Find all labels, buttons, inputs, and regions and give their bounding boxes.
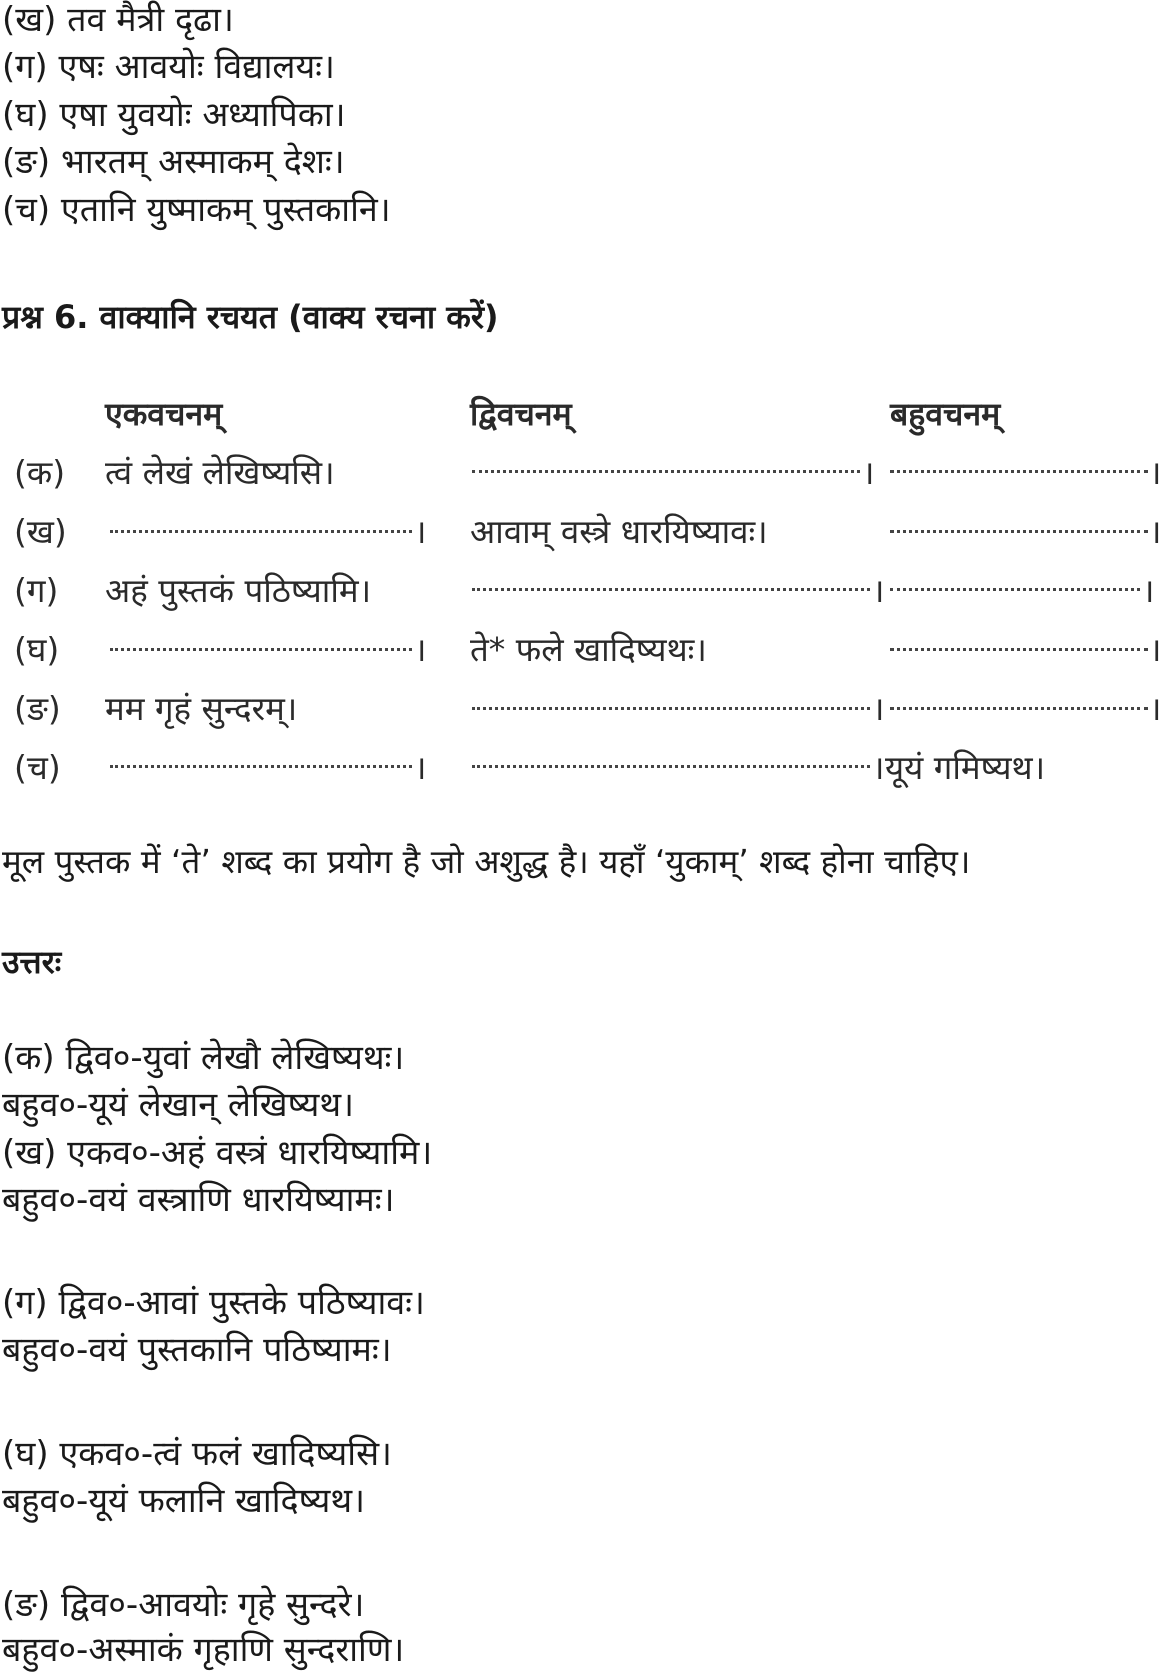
header-bahuvachanam: बहुवचनम् xyxy=(890,395,1001,433)
blank-dots xyxy=(110,648,412,651)
danda-mark: । xyxy=(1142,571,1155,610)
blank-dots xyxy=(890,530,1148,533)
blank-dots xyxy=(472,470,860,473)
row-marker: (क) xyxy=(14,453,66,492)
answer-line: बहुव०-यूयं फलानि खादिष्यथ। xyxy=(2,1481,366,1521)
blank-dots xyxy=(472,707,870,710)
answer-line: बहुव०-वयं वस्त्राणि धारयिष्यामः। xyxy=(2,1180,395,1220)
answer-heading: उत्तरः xyxy=(2,943,62,981)
text-line: (च) एतानि युष्माकम् पुस्तकानि। xyxy=(2,190,391,230)
header-ekavachanam: एकवचनम् xyxy=(105,395,223,433)
answer-line: बहुव०-अस्माकं गृहाणि सुन्दराणि। xyxy=(2,1630,405,1670)
answer-line: (ग) द्विव०-आवां पुस्तके पठिष्यावः। xyxy=(2,1283,425,1323)
danda-mark: । xyxy=(872,689,885,728)
danda-mark: । xyxy=(1149,630,1162,669)
danda-mark: । xyxy=(414,748,427,787)
answer-line: बहुव०-यूयं लेखान् लेखिष्यथ। xyxy=(2,1085,354,1125)
danda-mark: । xyxy=(872,571,885,610)
danda-mark: । xyxy=(1149,689,1162,728)
table-cell: आवाम् वस्त्रे धारयिष्यावः। xyxy=(470,512,768,551)
blank-dots xyxy=(110,765,412,768)
answer-line: बहुव०-वयं पुस्तकानि पठिष्यामः। xyxy=(2,1330,392,1370)
table-cell: मम गृहं सुन्दरम्। xyxy=(105,689,298,728)
danda-mark: । xyxy=(1149,512,1162,551)
blank-dots xyxy=(890,707,1148,710)
row-marker: (ख) xyxy=(14,512,67,551)
row-marker: (ङ) xyxy=(14,689,61,728)
question-heading: प्रश्न 6. वाक्यानि रचयत (वाक्य रचना करें) xyxy=(2,298,499,336)
table-cell: अहं पुस्तकं पठिष्यामि। xyxy=(105,571,372,610)
blank-dots xyxy=(890,588,1140,591)
table-cell: यूयं गमिष्यथ। xyxy=(885,748,1046,787)
answer-line: (ख) एकव०-अहं वस्त्रं धारयिष्यामि। xyxy=(2,1133,433,1173)
danda-mark: । xyxy=(872,748,885,787)
danda-mark: । xyxy=(414,512,427,551)
danda-mark: । xyxy=(1149,453,1162,492)
table-cell: त्वं लेखं लेखिष्यसि। xyxy=(105,453,335,492)
footnote: मूल पुस्तक में ‘ते’ शब्द का प्रयोग है जो अशुद्ध है। यहाँ ‘युकाम्’ शब्द होना चाहिए। xyxy=(2,842,971,881)
answer-line: (क) द्विव०-युवां लेखौ लेखिष्यथः। xyxy=(2,1038,405,1078)
text-line: (ख) तव मैत्री दृढा। xyxy=(2,0,234,40)
blank-dots xyxy=(890,470,1148,473)
blank-dots xyxy=(472,765,870,768)
header-dvivachanam: द्विवचनम् xyxy=(470,395,572,433)
text-line: (घ) एषा युवयोः अध्यापिका। xyxy=(2,95,346,135)
answer-line: (ङ) द्विव०-आवयोः गृहे सुन्दरे। xyxy=(2,1585,365,1625)
blank-dots xyxy=(472,588,870,591)
danda-mark: । xyxy=(414,630,427,669)
table-cell: ते* फले खादिष्यथः। xyxy=(470,630,707,669)
blank-dots xyxy=(110,530,412,533)
row-marker: (ग) xyxy=(14,571,59,610)
text-line: (ङ) भारतम् अस्माकम् देशः। xyxy=(2,142,345,182)
danda-mark: । xyxy=(862,453,875,492)
row-marker: (च) xyxy=(14,748,61,787)
answer-line: (घ) एकव०-त्वं फलं खादिष्यसि। xyxy=(2,1434,392,1474)
text-line: (ग) एषः आवयोः विद्यालयः। xyxy=(2,47,335,87)
blank-dots xyxy=(890,648,1148,651)
row-marker: (घ) xyxy=(14,630,60,669)
